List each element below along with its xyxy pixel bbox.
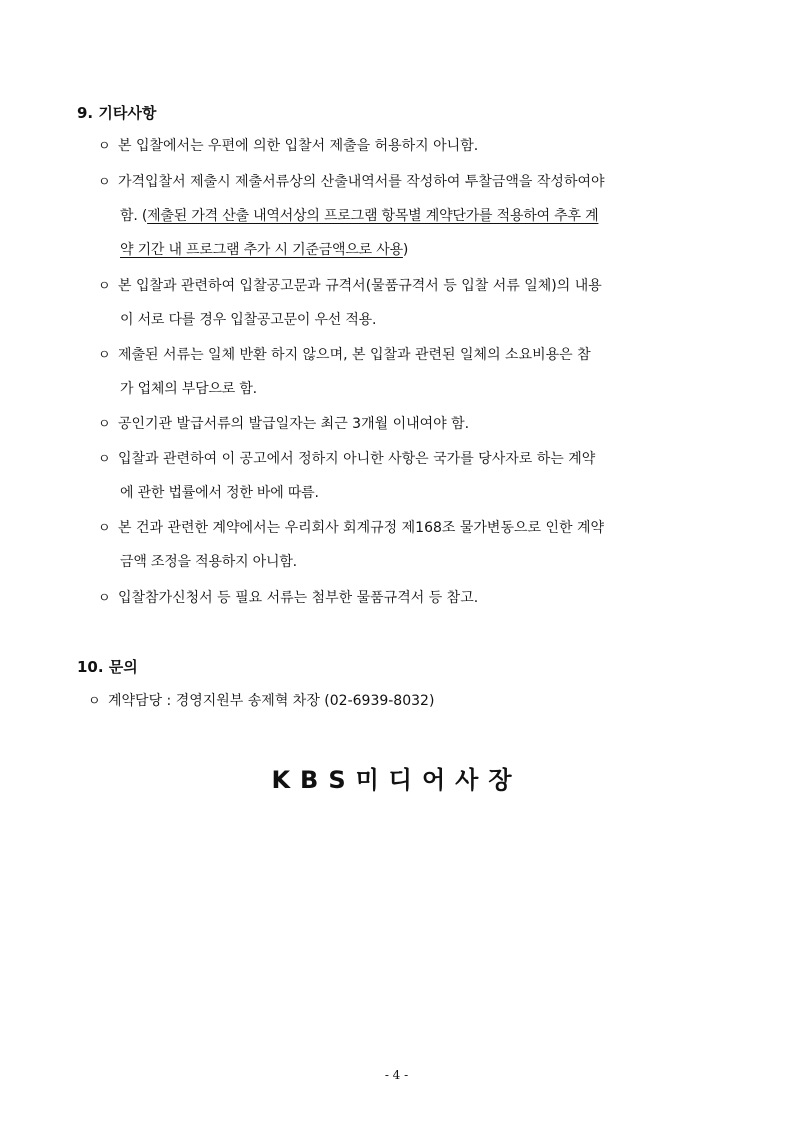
- item-continuation: [120, 206, 598, 226]
- item-line: 입찰참가신청서 등 필요 서류는 첨부한 물품규격서 등 참고.: [118, 590, 479, 606]
- organization-signature: KBS미디어사장: [271, 766, 522, 794]
- item-text-suffix: ): [402, 242, 409, 258]
- list-item: [98, 276, 602, 297]
- item-line: 본 입찰과 관련하여 입찰공고문과 규격서(물품규격서 등 입찰 서류 일체)의 내용: [118, 278, 602, 294]
- item-continuation: 가 업체의 부담으로 함.: [120, 381, 257, 397]
- bullet-marker: ㅇ: [98, 279, 111, 294]
- item-line: 공인기관 발급서류의 발급일자는 최근 3개월 이내여야 함.: [118, 416, 470, 432]
- item-continuation: 이 서로 다를 경우 입찰공고문이 우선 적용.: [120, 312, 377, 328]
- list-item: [98, 414, 469, 435]
- underlined-note: 제출된 가격 산출 내역서상의 프로그램 항목별 계약단가를 적용하여 추후 계: [147, 208, 599, 224]
- contact-info: 계약담당 : 경영지원부 송제혁 차장 (02-6939-8032): [108, 693, 435, 709]
- item-continuation: 금액 조정을 적용하지 아니함.: [120, 554, 297, 570]
- item-line: 제출된 서류는 일체 반환 하지 않으며, 본 입찰과 관련된 일체의 소요비용은 참: [118, 347, 591, 363]
- section-10-title: 10. 문의: [77, 658, 138, 676]
- item-line: 본 건과 관련한 계약에서는 우리회사 회계규정 제168조 물가변동으로 인한 계약: [118, 520, 605, 536]
- list-item: [98, 449, 595, 470]
- item-continuation: [120, 240, 408, 260]
- list-item: [98, 345, 591, 366]
- bullet-marker: ㅇ: [98, 348, 111, 363]
- section-9-title: 9. 기타사항: [77, 104, 157, 122]
- item-text-prefix: 함. (: [120, 208, 148, 224]
- item-line: 입찰과 관련하여 이 공고에서 정하지 아니한 사항은 국가를 당사자로 하는 계약: [118, 451, 596, 467]
- bullet-marker: ㅇ: [98, 417, 111, 432]
- list-item: [98, 172, 605, 193]
- bullet-marker: ㅇ: [98, 452, 111, 467]
- list-item: [98, 588, 478, 609]
- bullet-marker: ㅇ: [98, 591, 111, 606]
- item-continuation: 에 관한 법률에서 정한 바에 따름.: [120, 485, 319, 501]
- bullet-marker: ㅇ: [98, 521, 111, 536]
- list-item: [88, 691, 434, 712]
- item-line: 본 입찰에서는 우편에 의한 입찰서 제출을 허용하지 아니함.: [118, 138, 479, 154]
- bullet-marker: ㅇ: [98, 175, 111, 190]
- underlined-note: 약 기간 내 프로그램 추가 시 기준금액으로 사용: [120, 242, 403, 258]
- bullet-marker: ㅇ: [98, 139, 111, 154]
- page-number: - 4 -: [384, 1068, 409, 1082]
- list-item: [98, 518, 604, 539]
- list-item: [98, 136, 478, 157]
- item-line: 가격입찰서 제출시 제출서류상의 산출내역서를 작성하여 투찰금액을 작성하여야: [118, 174, 605, 190]
- bullet-marker: ㅇ: [88, 694, 101, 709]
